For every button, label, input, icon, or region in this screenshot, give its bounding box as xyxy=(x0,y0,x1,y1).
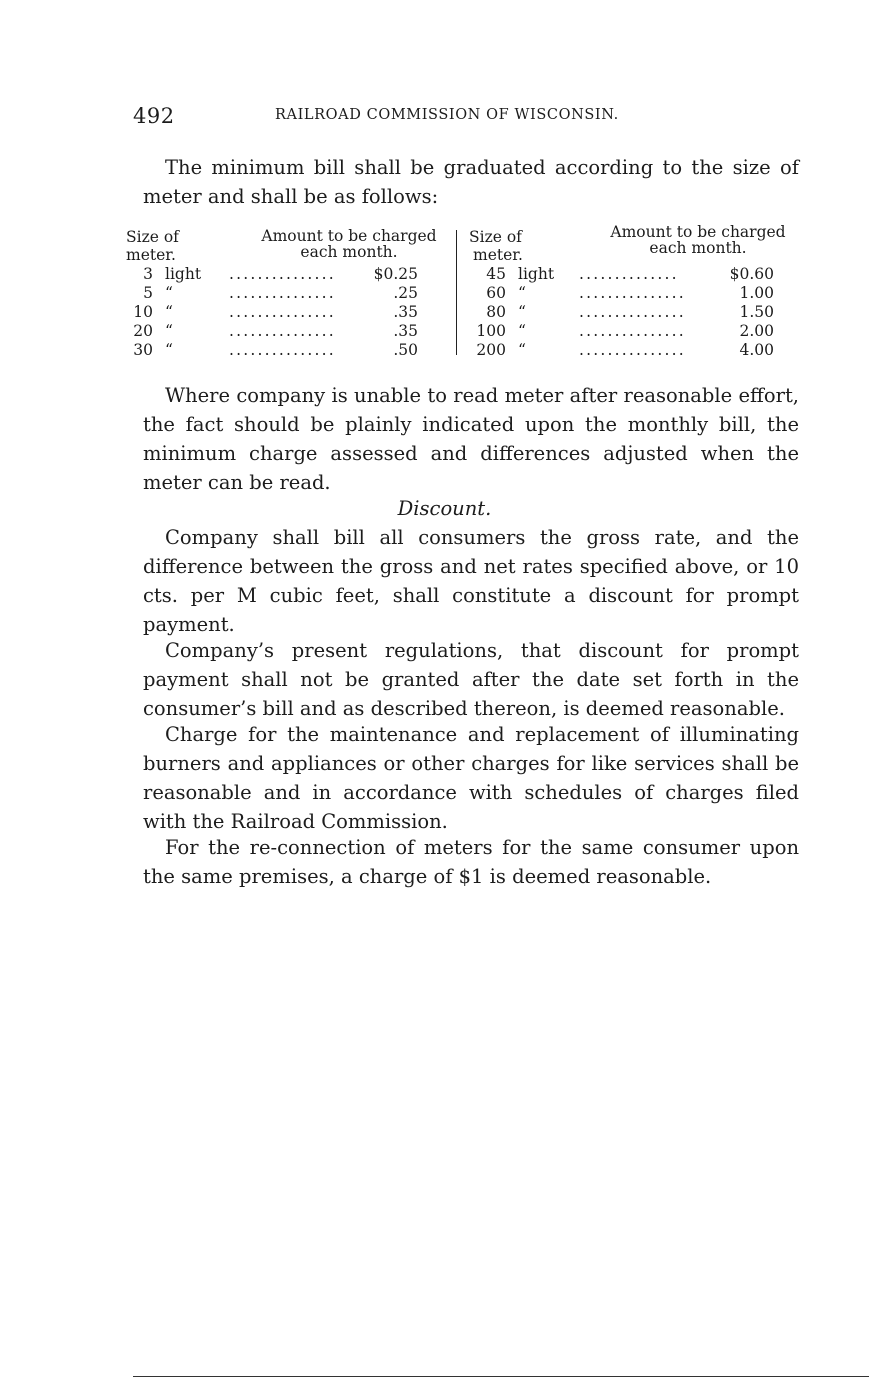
page-bottom-rule xyxy=(133,1376,869,1377)
column-divider xyxy=(456,230,457,355)
left-table-row xyxy=(133,265,453,284)
left-header-size-line1: Size of xyxy=(126,228,179,246)
left-header-amount-line2: each month. xyxy=(300,243,398,261)
right-row-unit: “ xyxy=(518,341,526,359)
left-header-amount xyxy=(243,228,455,260)
left-row-amount: .25 xyxy=(393,284,418,302)
left-row-dots: ............... xyxy=(229,322,336,340)
right-row-unit: “ xyxy=(518,284,526,302)
right-rows xyxy=(468,265,788,360)
paragraph-discount-regulations xyxy=(143,636,799,723)
discount-heading: Discount. xyxy=(397,497,492,520)
left-header-amount-line1: Amount to be charged xyxy=(261,227,437,245)
left-row-size: 10 xyxy=(133,303,153,321)
right-row-amount: 1.00 xyxy=(739,284,774,302)
running-head: RAILROAD COMMISSION OF WISCONSIN. xyxy=(275,107,619,123)
right-row-size: 100 xyxy=(476,322,506,340)
left-row-unit: “ xyxy=(165,284,173,302)
left-row-size: 30 xyxy=(133,341,153,359)
right-row-size: 60 xyxy=(486,284,506,302)
left-rows xyxy=(133,265,453,360)
right-table-row xyxy=(468,265,788,284)
right-row-amount: $0.60 xyxy=(729,265,774,283)
right-header-size-line1: Size of xyxy=(469,228,522,246)
right-row-dots: ............... xyxy=(579,284,686,302)
intro-text: The minimum bill shall be graduated according to the size of meter and shall be as follows: xyxy=(143,156,799,208)
paragraph-maintenance-charge xyxy=(143,720,799,836)
left-row-amount: $0.25 xyxy=(373,265,418,283)
left-row-size: 20 xyxy=(133,322,153,340)
right-row-size: 200 xyxy=(476,341,506,359)
left-row-amount: .35 xyxy=(393,303,418,321)
right-row-amount: 1.50 xyxy=(739,303,774,321)
right-header-amount-line1: Amount to be charged xyxy=(610,223,786,241)
right-table-row xyxy=(468,284,788,303)
right-row-dots: ............... xyxy=(579,341,686,359)
paragraph-meter-unreadable-text: Where company is unable to read meter after reasonable effort, the fact should be plainly indicated upon the monthly bill, the minimum charge assessed and differences adjusted when the meter can be read. xyxy=(143,384,799,494)
right-header-amount-line2: each month. xyxy=(649,239,747,257)
left-row-unit: light xyxy=(165,265,202,283)
right-table-row xyxy=(468,303,788,322)
left-table-row xyxy=(133,322,453,341)
right-row-dots: ............... xyxy=(579,303,686,321)
left-table-row xyxy=(133,284,453,303)
left-row-dots: ............... xyxy=(229,265,336,283)
right-header-amount xyxy=(587,224,809,256)
paragraph-reconnection xyxy=(143,833,799,891)
minimum-bill-table xyxy=(125,224,805,364)
right-row-unit: “ xyxy=(518,303,526,321)
right-row-dots: .............. xyxy=(579,265,679,283)
paragraph-maintenance-charge-text: Charge for the maintenance and replacement of illuminating burners and appliances or other charges for like services shall be reasonable and in accordance with schedules of charges filed with the Railroad Commission. xyxy=(143,723,799,833)
right-row-size: 80 xyxy=(486,303,506,321)
right-row-dots: ............... xyxy=(579,322,686,340)
right-table-row xyxy=(468,341,788,360)
left-row-dots: ............... xyxy=(229,284,336,302)
left-row-unit: “ xyxy=(165,303,173,321)
left-row-dots: ............... xyxy=(229,341,336,359)
left-table-row xyxy=(133,303,453,322)
left-row-unit: “ xyxy=(165,322,173,340)
right-row-unit: light xyxy=(518,265,555,283)
left-row-dots: ............... xyxy=(229,303,336,321)
left-row-amount: .50 xyxy=(393,341,418,359)
intro-paragraph xyxy=(143,153,799,211)
left-row-size: 5 xyxy=(143,284,153,302)
left-table-row xyxy=(133,341,453,360)
paragraph-gross-rate-text: Company shall bill all consumers the gross rate, and the difference between the gross and net rates specified above, or 10 cts. per M cubic feet, shall constitute a discount for prompt payment. xyxy=(143,526,799,636)
right-row-size: 45 xyxy=(486,265,506,283)
paragraph-meter-unreadable xyxy=(143,381,799,497)
left-header-size xyxy=(126,228,179,264)
left-header-size-line2: meter. xyxy=(126,246,176,264)
paragraph-discount-regulations-text: Company’s present regulations, that discount for prompt payment shall not be granted after the date set forth in the consumer’s bill and as described thereon, is deemed reasonable. xyxy=(143,639,799,720)
right-row-amount: 2.00 xyxy=(739,322,774,340)
page-number: 492 xyxy=(133,104,175,128)
right-row-amount: 4.00 xyxy=(739,341,774,359)
paragraph-reconnection-text: For the re-connection of meters for the same consumer upon the same premises, a charge of $1 is deemed reasonable. xyxy=(143,836,799,888)
right-row-unit: “ xyxy=(518,322,526,340)
left-row-unit: “ xyxy=(165,341,173,359)
right-header-size-line2: meter. xyxy=(473,246,523,264)
left-row-size: 3 xyxy=(143,265,153,283)
right-header-size xyxy=(469,228,523,264)
left-row-amount: .35 xyxy=(393,322,418,340)
right-table-row xyxy=(468,322,788,341)
paragraph-gross-rate xyxy=(143,523,799,639)
